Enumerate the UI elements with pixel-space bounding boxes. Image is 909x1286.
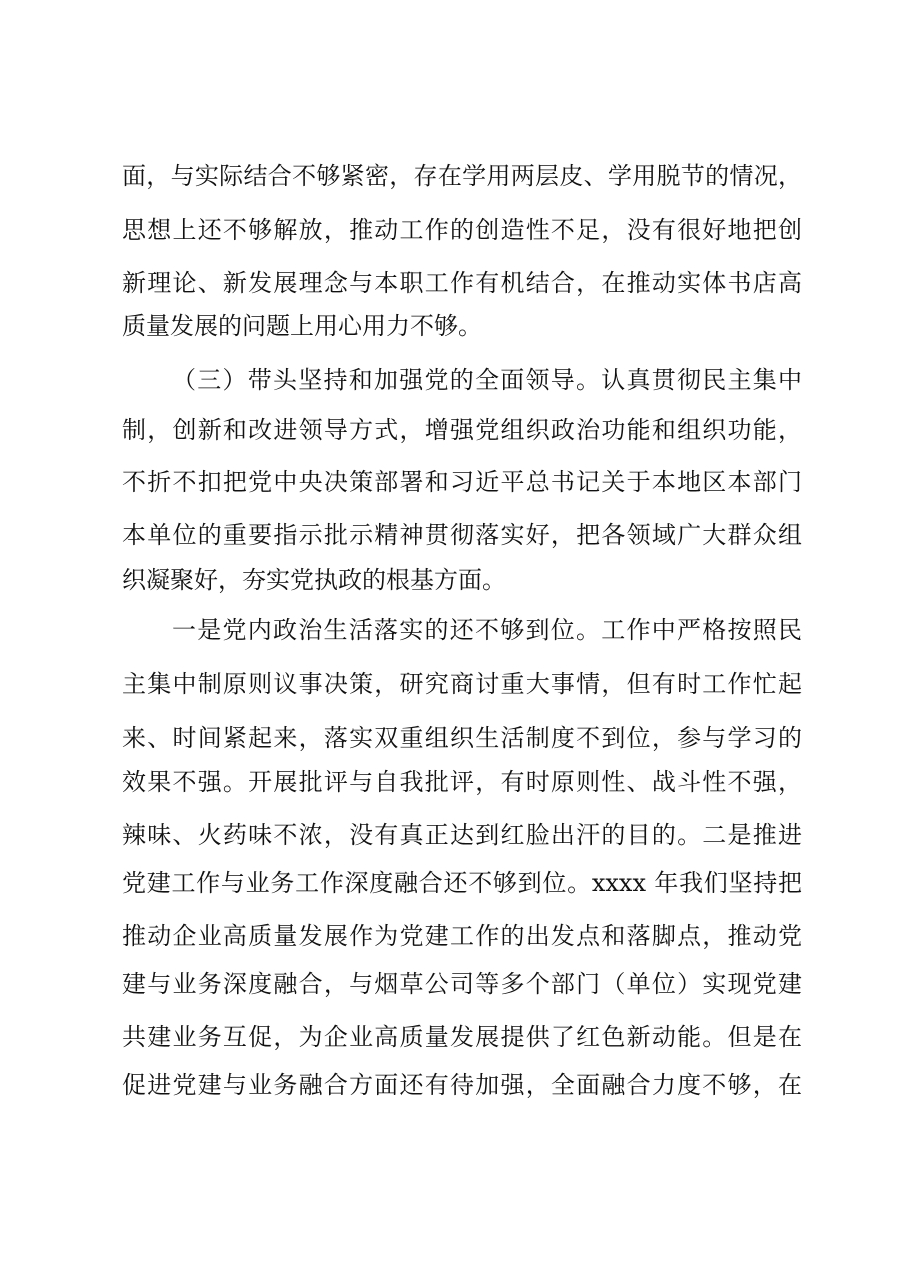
text-line-5: （三）带头坚持和加强党的全面领导。认真贯彻民主集中 bbox=[172, 366, 802, 394]
text-line-10: 一是党内政治生活落实的还不够到位。工作中严格按照民 bbox=[172, 616, 802, 644]
text-line-9: 织凝聚好，夯实党执政的根基方面。 bbox=[122, 566, 506, 594]
text-line-12: 来、时间紧起来，落实双重组织生活制度不到位，参与学习的 bbox=[122, 724, 802, 752]
text-line-18: 共建业务互促，为企业高质量发展提供了红色新动能。但是在 bbox=[122, 1023, 802, 1051]
text-line-6: 制，创新和改进领导方式，增强党组织政治功能和组织功能， bbox=[122, 416, 802, 444]
text-line-2: 思想上还不够解放，推动工作的创造性不足，没有很好地把创 bbox=[122, 216, 802, 244]
text-line-16: 推动企业高质量发展作为党建工作的出发点和落脚点，推动党 bbox=[122, 922, 802, 950]
text-line-7: 不折不扣把党中央决策部署和习近平总书记关于本地区本部门 bbox=[122, 468, 802, 496]
text-line-1: 面，与实际结合不够紧密，存在学用两层皮、学用脱节的情况， bbox=[122, 162, 802, 190]
text-line-3: 新理论、新发展理念与本职工作有机结合，在推动实体书店高 bbox=[122, 269, 802, 297]
text-line-15: 党建工作与业务工作深度融合还不够到位。xxxx 年我们坚持把 bbox=[122, 869, 802, 897]
text-line-13: 效果不强。开展批评与自我批评，有时原则性、战斗性不强， bbox=[122, 768, 802, 796]
text-line-17: 建与业务深度融合，与烟草公司等多个部门（单位）实现党建 bbox=[122, 970, 802, 998]
text-line-8: 本单位的重要指示批示精神贯彻落实好，把各领域广大群众组 bbox=[122, 521, 802, 549]
text-line-19: 促进党建与业务融合方面还有待加强，全面融合力度不够，在 bbox=[122, 1071, 802, 1099]
text-line-4: 质量发展的问题上用心用力不够。 bbox=[122, 312, 482, 340]
text-line-14: 辣味、火药味不浓，没有真正达到红脸出汗的目的。二是推进 bbox=[122, 821, 802, 849]
text-line-11: 主集中制原则议事决策，研究商讨重大事情，但有时工作忙起 bbox=[122, 670, 802, 698]
